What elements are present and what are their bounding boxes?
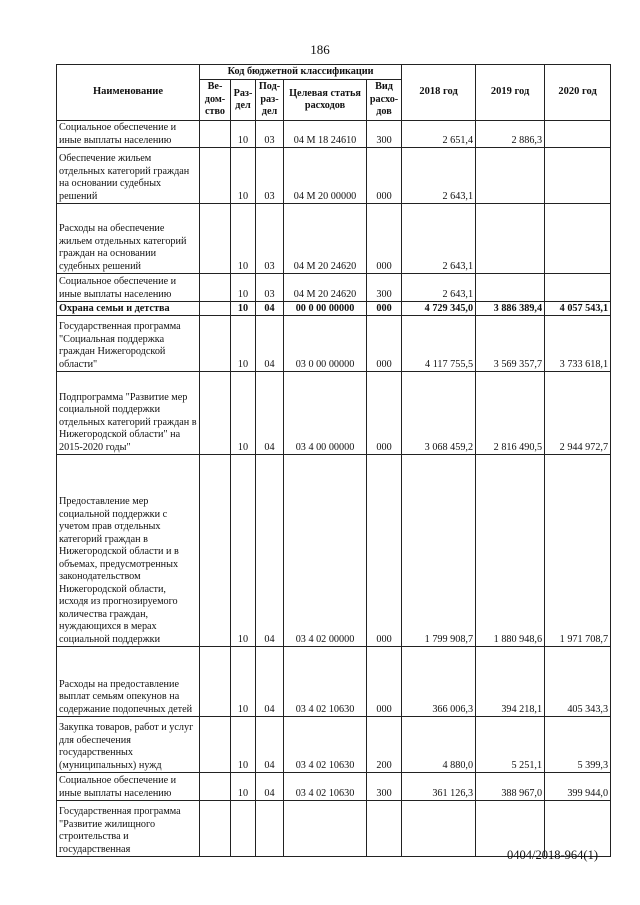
table-row [57, 773, 611, 801]
cell-vid-rashodov: 000 [367, 204, 402, 274]
header-2018: 2018 год [402, 65, 476, 121]
cell-2018: 4 117 755,5 [402, 316, 476, 372]
cell-tselevaya-statya: 04 М 20 24620 [284, 204, 367, 274]
cell-razdel: 10 [231, 121, 256, 148]
table-row [57, 372, 611, 455]
cell-2020: 399 944,0 [545, 773, 611, 801]
header-2019: 2019 год [476, 65, 545, 121]
cell-name: Расходы на обеспечение жильем отдельных категорий граждан на основании судебных решений [57, 204, 200, 274]
cell-tselevaya-statya: 04 М 20 00000 [284, 148, 367, 204]
cell-name: Расходы на предоставление выплат семьям опекунов на содержание подопечных детей [57, 647, 200, 717]
cell-2020: 5 399,3 [545, 717, 611, 773]
cell-2020 [545, 148, 611, 204]
header-vedomstvo: Ве-дом-ство [200, 80, 231, 121]
cell-2018: 4 729 345,0 [402, 302, 476, 316]
document-number: 0404/2018-964(1) [507, 848, 598, 862]
cell-podrazdel: 03 [256, 121, 284, 148]
cell-tselevaya-statya: 03 4 00 00000 [284, 372, 367, 455]
cell-name: Социальное обеспечение и иные выплаты населению [57, 274, 200, 302]
cell-podrazdel: 04 [256, 455, 284, 647]
cell-razdel: 10 [231, 316, 256, 372]
table-row [57, 148, 611, 204]
cell-vedomstvo [200, 148, 231, 204]
cell-vedomstvo [200, 316, 231, 372]
cell-name: Социальное обеспечение и иные выплаты населению [57, 121, 200, 148]
cell-vedomstvo [200, 455, 231, 647]
table-row [57, 316, 611, 372]
cell-tselevaya-statya: 04 М 18 24610 [284, 121, 367, 148]
cell-name: Социальное обеспечение и иные выплаты населению [57, 773, 200, 801]
table-body [57, 121, 611, 857]
cell-2020: 3 733 618,1 [545, 316, 611, 372]
cell-tselevaya-statya: 04 М 20 24620 [284, 274, 367, 302]
header-podrazdel: Под-раз-дел [256, 80, 284, 121]
cell-razdel: 10 [231, 148, 256, 204]
cell-2020: 1 971 708,7 [545, 455, 611, 647]
cell-tselevaya-statya: 03 4 02 10630 [284, 647, 367, 717]
cell-2018: 366 006,3 [402, 647, 476, 717]
cell-vedomstvo [200, 204, 231, 274]
cell-vid-rashodov: 000 [367, 316, 402, 372]
cell-razdel: 10 [231, 204, 256, 274]
cell-vid-rashodov: 300 [367, 773, 402, 801]
cell-vid-rashodov: 300 [367, 121, 402, 148]
cell-2019: 3 886 389,4 [476, 302, 545, 316]
cell-2018: 4 880,0 [402, 717, 476, 773]
cell-razdel: 10 [231, 717, 256, 773]
cell-2018: 2 643,1 [402, 148, 476, 204]
cell-vedomstvo [200, 302, 231, 316]
cell-vedomstvo [200, 121, 231, 148]
cell-2020 [545, 121, 611, 148]
cell-2020: 405 343,3 [545, 647, 611, 717]
cell-podrazdel: 04 [256, 302, 284, 316]
cell-vedomstvo [200, 372, 231, 455]
cell-2020 [545, 274, 611, 302]
cell-razdel: 10 [231, 372, 256, 455]
table-row [57, 647, 611, 717]
cell-vid-rashodov: 200 [367, 717, 402, 773]
cell-tselevaya-statya: 00 0 00 00000 [284, 302, 367, 316]
header-budget-code-group: Код бюджетной классификации [200, 65, 402, 80]
cell-podrazdel: 03 [256, 274, 284, 302]
cell-razdel: 10 [231, 302, 256, 316]
cell-2020: 4 057 543,1 [545, 302, 611, 316]
header-razdel: Раз-дел [231, 80, 256, 121]
cell-vedomstvo [200, 647, 231, 717]
cell-name: Государственная программа "Социальная поддержка граждан Нижегородской области" [57, 316, 200, 372]
cell-2018: 3 068 459,2 [402, 372, 476, 455]
cell-vedomstvo [200, 801, 231, 857]
cell-2019 [476, 274, 545, 302]
table-row [57, 302, 611, 316]
cell-2019: 2 886,3 [476, 121, 545, 148]
cell-vedomstvo [200, 717, 231, 773]
cell-name: Охрана семьи и детства [57, 302, 200, 316]
cell-2019: 394 218,1 [476, 647, 545, 717]
cell-podrazdel [256, 801, 284, 857]
table-row [57, 274, 611, 302]
cell-podrazdel: 04 [256, 372, 284, 455]
cell-2018: 361 126,3 [402, 773, 476, 801]
cell-2020: 2 944 972,7 [545, 372, 611, 455]
cell-vid-rashodov: 000 [367, 647, 402, 717]
table-row [57, 204, 611, 274]
cell-razdel: 10 [231, 773, 256, 801]
cell-vid-rashodov: 000 [367, 372, 402, 455]
cell-vedomstvo [200, 274, 231, 302]
cell-tselevaya-statya: 03 4 02 10630 [284, 717, 367, 773]
cell-2019: 5 251,1 [476, 717, 545, 773]
cell-2019: 2 816 490,5 [476, 372, 545, 455]
cell-razdel: 10 [231, 274, 256, 302]
cell-tselevaya-statya [284, 801, 367, 857]
cell-2019: 388 967,0 [476, 773, 545, 801]
header-tselevaya-statya: Целевая статья расходов [284, 80, 367, 121]
table-row [57, 717, 611, 773]
cell-2020 [545, 204, 611, 274]
cell-tselevaya-statya: 03 4 02 10630 [284, 773, 367, 801]
cell-name: Подпрограмма "Развитие мер социальной поддержки отдельных категорий граждан в Нижегородской области" на 2015-2020 годы" [57, 372, 200, 455]
cell-2019 [476, 148, 545, 204]
table-row [57, 455, 611, 647]
header-vid-rashodov: Вид расхо-дов [367, 80, 402, 121]
cell-podrazdel: 04 [256, 717, 284, 773]
cell-podrazdel: 04 [256, 316, 284, 372]
cell-razdel [231, 801, 256, 857]
cell-vid-rashodov [367, 801, 402, 857]
cell-vedomstvo [200, 773, 231, 801]
cell-2019 [476, 204, 545, 274]
cell-vid-rashodov: 000 [367, 455, 402, 647]
cell-name: Государственная программа "Развитие жилищного строительства и государственная [57, 801, 200, 857]
page-number: 186 [310, 42, 330, 57]
cell-podrazdel: 03 [256, 204, 284, 274]
cell-vid-rashodov: 300 [367, 274, 402, 302]
cell-2018: 2 651,4 [402, 121, 476, 148]
cell-2018: 1 799 908,7 [402, 455, 476, 647]
budget-table [56, 64, 611, 857]
cell-tselevaya-statya: 03 4 02 00000 [284, 455, 367, 647]
cell-razdel: 10 [231, 455, 256, 647]
table-row [57, 121, 611, 148]
cell-2018: 2 643,1 [402, 204, 476, 274]
header-name: Наименование [57, 65, 200, 121]
header-2020: 2020 год [545, 65, 611, 121]
cell-vid-rashodov: 000 [367, 148, 402, 204]
table-header [57, 65, 611, 121]
cell-razdel: 10 [231, 647, 256, 717]
cell-name: Предоставление мер социальной поддержки с учетом прав отдельных категорий граждан в Нижегородской области и в объемах, предусмотренных законодательством Нижегородской области, исходя из прогнозируемого количества граждан, нуждающихся в мерах социальной поддержки [57, 455, 200, 647]
cell-podrazdel: 04 [256, 647, 284, 717]
cell-tselevaya-statya: 03 0 00 00000 [284, 316, 367, 372]
cell-vid-rashodov: 000 [367, 302, 402, 316]
cell-podrazdel: 04 [256, 773, 284, 801]
cell-name: Обеспечение жильем отдельных категорий граждан на основании судебных решений [57, 148, 200, 204]
cell-2018 [402, 801, 476, 857]
cell-2019: 1 880 948,6 [476, 455, 545, 647]
cell-podrazdel: 03 [256, 148, 284, 204]
cell-2018: 2 643,1 [402, 274, 476, 302]
cell-name: Закупка товаров, работ и услуг для обеспечения государственных (муниципальных) нужд [57, 717, 200, 773]
cell-2019: 3 569 357,7 [476, 316, 545, 372]
